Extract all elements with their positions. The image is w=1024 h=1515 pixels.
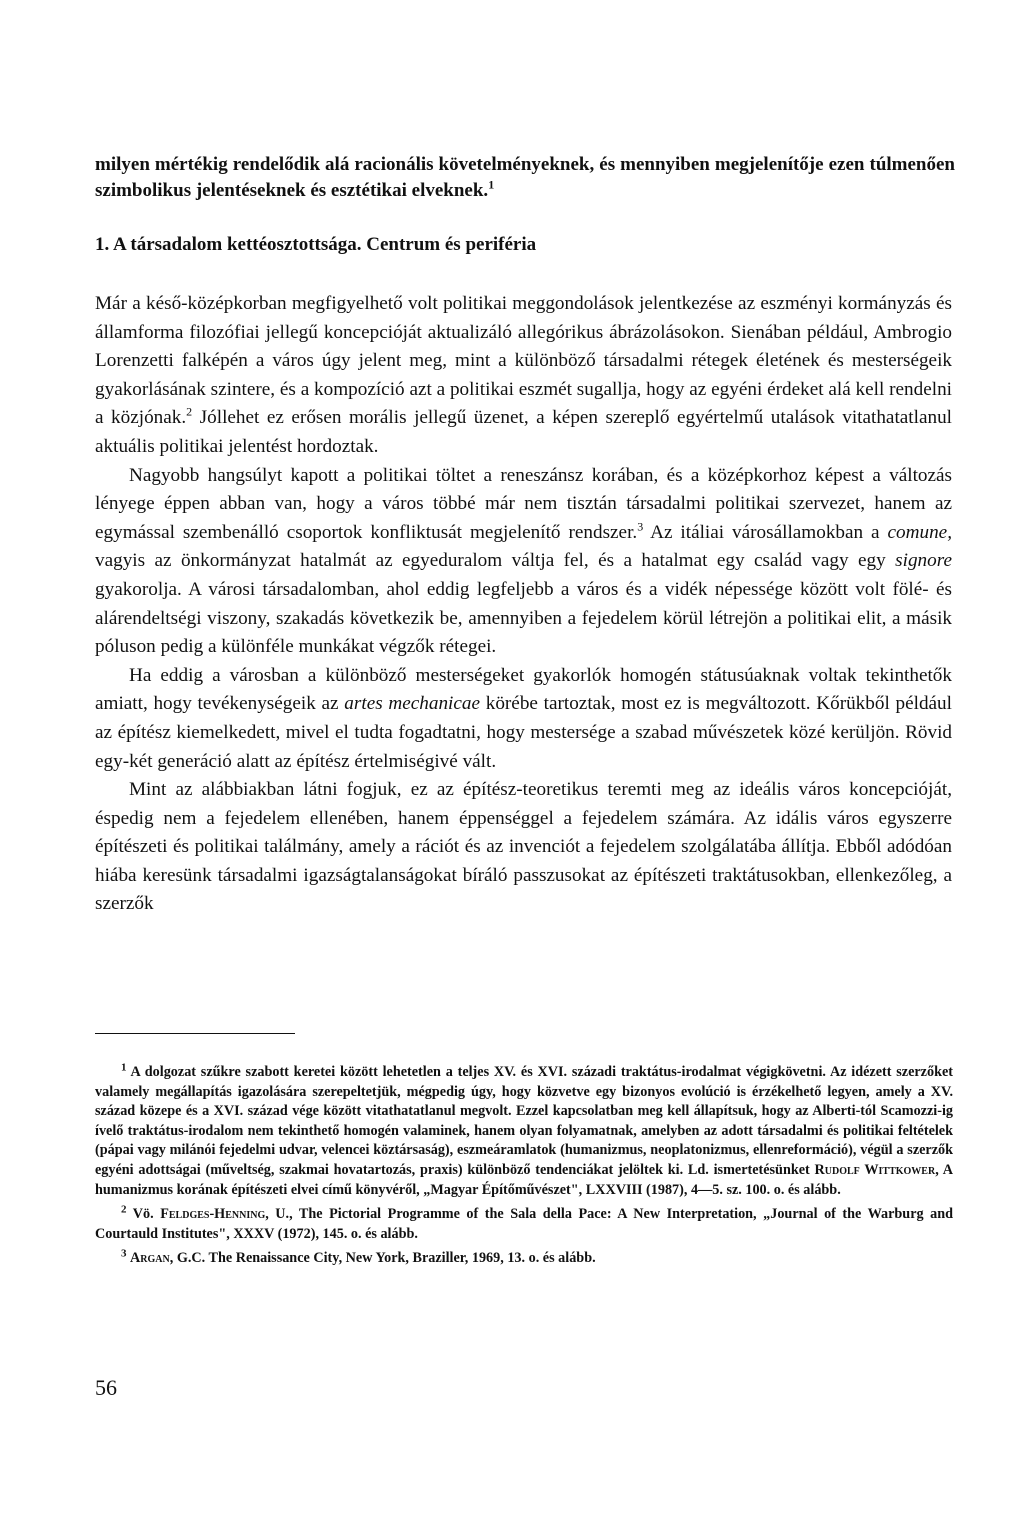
paragraph-2: [95, 462, 952, 662]
footnote-text: A dolgozat szűkre szabott keretei között lehetetlen a teljes XV. és XVI. századi traktátus-irodalmat végigkövetni. Az idézett szerzőket valamely megállapítás igazolására szerepeltetjük, mégpedig úgy, hogy közvetve egy bizonyos evolúció is érzékelhető legyen, amely a XV. század közepe és a XVI. század vége között vitathatatlanul megvolt. Ezzel kapcsolatban meg kell állapítsuk, hogy az Alberti-tól Scamozzi-ig ívelő traktátus-irodalom nem tekinthető homogén valaminek, hanem olyan folyamatnak, amelyben az adott társadalmi és politikai feltételek (pápai vagy milánói fejedelmi udvar, velencei köztársaság), eszmeáramlatok (humanizmus, neoplatonizmus, ellenreformáció), végül a szerzők egyéni adottságai (műveltség, szakmai hovatartozás, praxis) különböző tendenciákat jelöltek ki. Ld. ismertetésünket: [95, 1064, 953, 1178]
footnote-number: 2: [121, 1203, 127, 1216]
paragraph-1-text-cont: Jóllehet ez erősen morális jellegű üzenet, a képen szereplő egyértelmű utalások vitathatatlanul aktuális politikai jelentést hordoztak.: [95, 407, 952, 457]
footnote-text-cont: , The Pictorial Programme of the Sala della Pace: A New Interpretation, „Journal of the Warburg and Courtauld Institutes", XXXV (1972), 145. o. és alább.: [95, 1206, 954, 1242]
footnote-author: Feldges-Henning, U.: [160, 1206, 290, 1223]
footnote-ref-2: 2: [186, 404, 193, 419]
footnote-number: 3: [121, 1247, 127, 1260]
body-text: [95, 290, 952, 919]
paragraph-2-text-b: Az itáliai városállamokban a: [643, 521, 888, 543]
italic-signore: signore: [895, 550, 952, 572]
paragraph-3: [95, 662, 952, 776]
footnote-text: Vö.: [126, 1206, 161, 1223]
footnote-author: Rudolf Wittkower: [814, 1161, 936, 1178]
paragraph-1: [95, 290, 952, 462]
italic-comune: comune,: [887, 521, 952, 543]
paragraph-1-text: Már a késő-középkorban megfigyelhető volt politikai meggondolások jelentkezése az eszményi kormányzás és államforma filozófiai jellegű koncepcióját aktualizáló allegórikus ábrázolásokon. Sienában például, Ambrogio Lorenzetti falképén a város úgy jelent meg, mint a különböző társadalmi rétegek életének és mesterségeik gyakorlásának szintere, és a kompozíció azt a politikai eszmét sugallja, hogy az egyéni érdeket alá kell rendelni a közjónak.: [95, 293, 952, 429]
paragraph-2-text: Nagyobb hangsúlyt kapott a politikai töltet a reneszánsz korában, és a középkorhoz képest a változás lényege éppen abban van, hogy a város többé már nem tisztán társadalmi politikai szervezet, hanem az egymással szembenálló csoportok konfliktusát megjelenítő rendszer.: [95, 464, 952, 543]
paragraph-2-text-d: gyakorolja. A városi társadalomban, ahol eddig legfeljebb a város és a vidék népessége között volt fölé- és alárendeltségi viszony, szakadás következik be, amennyiben a fejedelem körül létrejön a politikai elit, a másik póluson pedig a különféle munkákat végzők rétegei.: [95, 578, 952, 658]
paragraph-4: Mint az alábbiakban látni fogjuk, ez az építész-teoretikus teremti meg az ideális város koncepcióját, éspedig nem a fejedelem ellenében, hanem éppenséggel a fejedelem számára. Az idális város egyszerre építészeti és politikai találmány, amely a rációt és az invenciót a fejedelem szolgálatába állítja. Ebből adódóan hiába keresünk társadalmi igazságtalanságokat bíráló passzusokat az építészeti traktátusokban, ellenkezőleg, a szerzők: [95, 779, 952, 915]
paragraph-3-text-b: körébe tartoztak, most ez is megváltozott. Kőrükből például az építész kiemelkedett, mivel el tudta fogadtatni, hogy mestersége a szabad művészetek közé kerüljön. Rövid egy-két generáció alatt az építész értelmiségivé vált.: [95, 693, 952, 772]
footnote-1: [95, 1063, 953, 1200]
section-heading: 1. A társadalom kettéosztottsága. Centrum és periféria: [95, 234, 537, 255]
footnote-3: [95, 1249, 953, 1269]
footnote-author: Argan, G.C.: [130, 1250, 206, 1267]
footnote-2: [95, 1205, 953, 1244]
footnote-text-cont: , A humanizmus korának építészeti elvei című könyvéről, „Magyar Építőművészet", LXXVIII (1987), 4—5. sz. 100. o. és alább.: [95, 1161, 954, 1198]
intro-paragraph: [95, 152, 955, 204]
footnote-text-cont: The Renaissance City, New York, Braziller, 1969, 13. o. és alább.: [205, 1250, 596, 1267]
intro-text: milyen mértékig rendelődik alá racionális követelményeknek, és mennyiben megjelenítője ezen túlmenően szimbolikus jelentéseknek és esztétikai elveknek.: [95, 154, 955, 201]
footnotes: [95, 1063, 953, 1274]
italic-artes-mechanicae: artes mechanicae: [344, 693, 481, 715]
paragraph-2-text-c: vagyis az önkormányzat hatalmát az egyeduralom váltja fel, és a hatalmat egy család vagy egy: [95, 550, 896, 572]
footnote-divider: [95, 1033, 295, 1034]
footnote-number: 1: [121, 1061, 127, 1074]
footnote-ref-3: 3: [637, 519, 644, 534]
footnote-ref-1: 1: [488, 177, 495, 192]
page-number: 56: [95, 1375, 117, 1400]
paragraph-3-text: Ha eddig a városban a különböző mesterségeket gyakorlók homogén státusúaknak voltak tekinthetők amiatt, hogy tevékenységeik az: [95, 664, 952, 715]
